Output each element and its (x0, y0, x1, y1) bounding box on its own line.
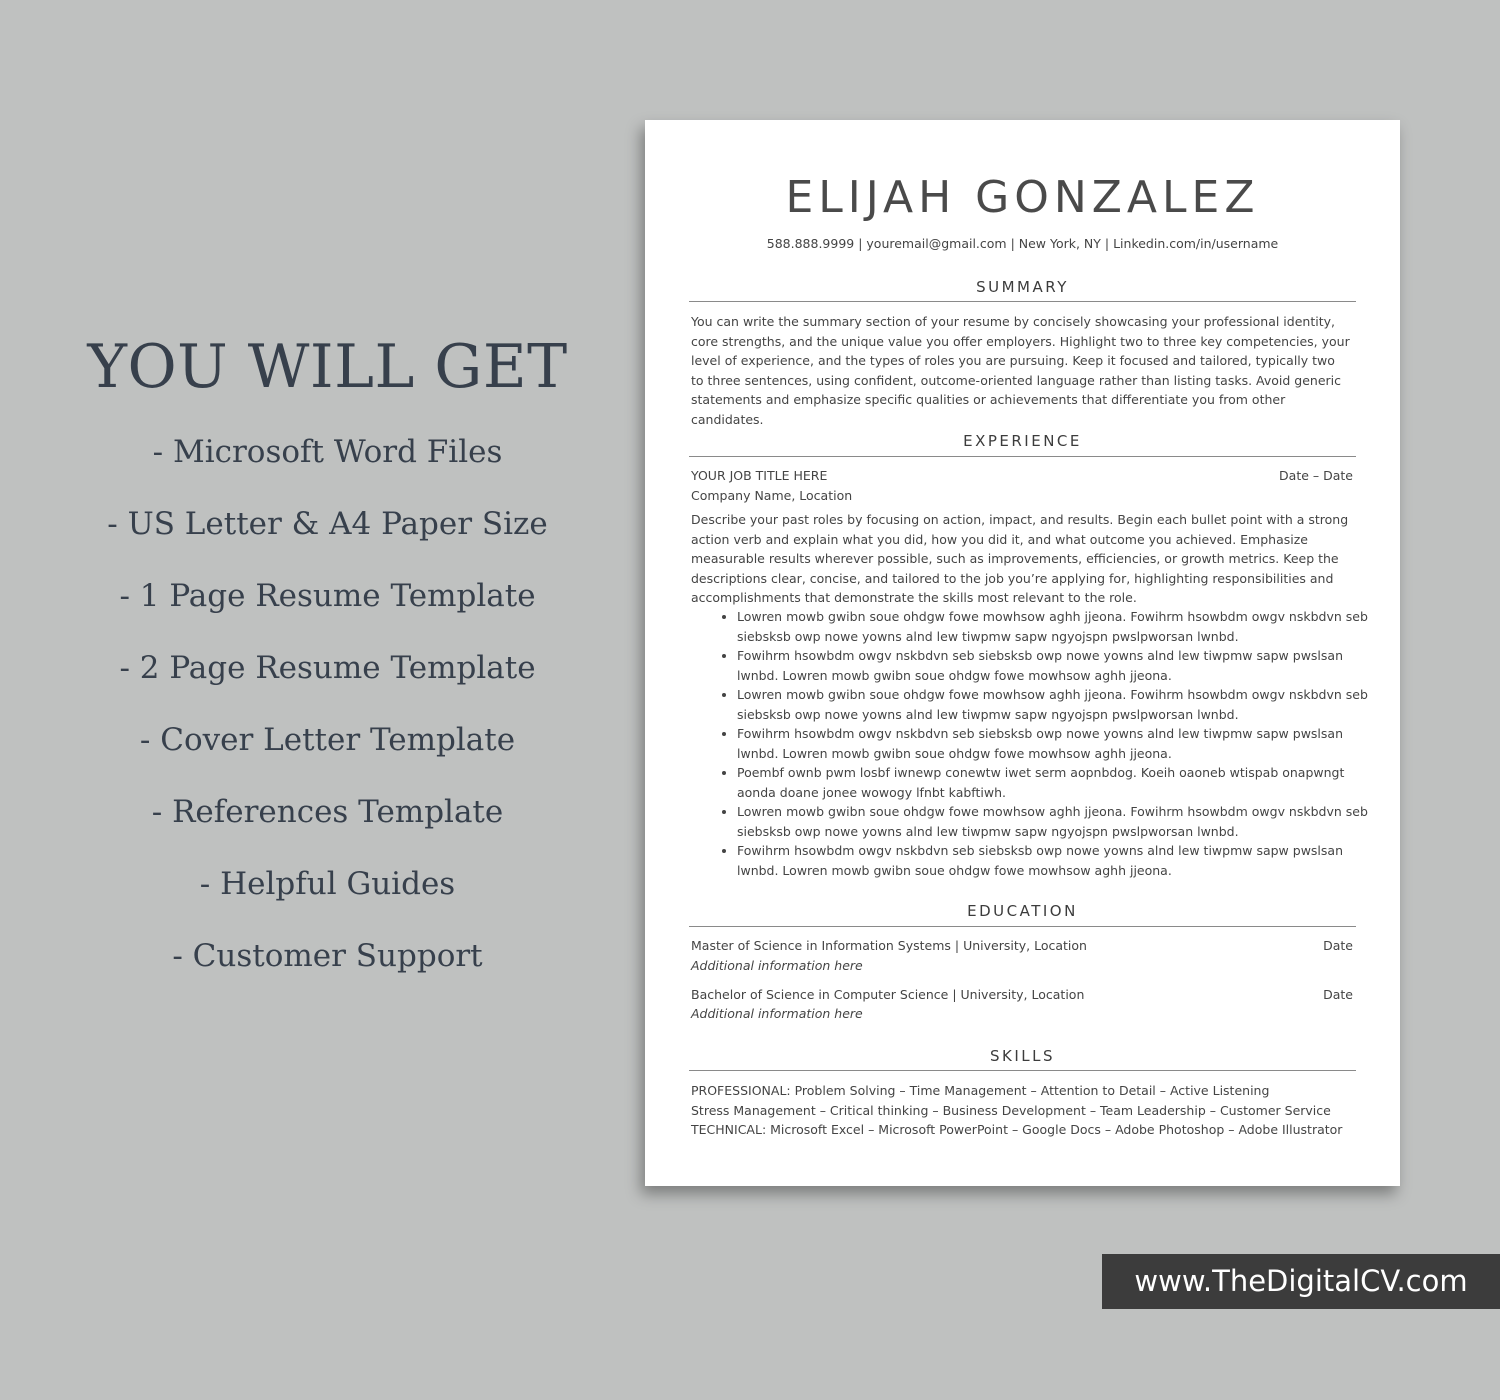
job-bullet: • Lowren mowb gwibn soue ohdgw fowe mowhsow aghh jjeona. Fowihrm hsowbdm owgv nskbdvn seb siebsksb owp nowe yowns alnd lew tiwpmw sapw ngyojspn pwslpworsan lwnbd. (737, 685, 1377, 724)
skills-divider (689, 1070, 1356, 1071)
resume-contact: 588.888.9999 | youremail@gmail.com | New York, NY | Linkedin.com/in/username (766, 236, 1279, 251)
skills-line: Stress Management – Critical thinking – Business Development – Team Leadership – Customer Service (691, 1102, 1331, 1118)
skills-heading: SKILLS (989, 1047, 1056, 1065)
feature-item: - 1 Page Resume Template (119, 578, 536, 614)
job-bullet: • Fowihrm hsowbdm owgv nskbdvn seb siebsksb owp nowe yowns alnd lew tiwpmw sapw pwslsan lwnbd. Lowren mowb gwibn soue ohdgw fowe mowhsow aghh jjeona. (737, 724, 1377, 763)
job-bullet: • Fowihrm hsowbdm owgv nskbdvn seb siebsksb owp nowe yowns alnd lew tiwpmw sapw pwslsan lwnbd. Lowren mowb gwibn soue ohdgw fowe mowhsow aghh jjeona. (737, 646, 1377, 685)
education-entry (691, 987, 1353, 1002)
education-entry (691, 938, 1353, 953)
feature-item: - Cover Letter Template (139, 722, 516, 758)
job-date: Date – Date (1279, 468, 1353, 483)
experience-divider (689, 456, 1356, 457)
job-title: YOUR JOB TITLE HERE (691, 468, 828, 483)
features-title: YOU WILL GET (87, 332, 568, 402)
job-bullets (711, 607, 1377, 880)
job-bullet: • Fowihrm hsowbdm owgv nskbdvn seb siebsksb owp nowe yowns alnd lew tiwpmw sapw pwslsan lwnbd. Lowren mowb gwibn soue ohdgw fowe mowhsow aghh jjeona. (737, 841, 1377, 880)
skills-list (691, 1081, 1353, 1140)
job-company: Company Name, Location (691, 488, 853, 503)
brand-url: www.TheDigitalCV.com (1102, 1254, 1500, 1309)
education-date: Date (1323, 938, 1353, 953)
job-description: Describe your past roles by focusing on action, impact, and results. Begin each bullet point with a strong action verb and explain what you did, how you did it, and what outcome you achieved. Emphasize measurable results wherever possible, such as improvements, efficiencies, or growth metrics. Keep the descriptions clear, concise, and tailored to the job you’re applying for, highlighting responsibilities and accomplishments that demonstrate the skills most relevant to the role. (691, 512, 1349, 605)
experience-heading: EXPERIENCE (963, 432, 1082, 450)
summary-divider (689, 301, 1356, 302)
summary-text: You can write the summary section of your resume by concisely showcasing your professional identity, core strengths, and the unique value you offer employers. Highlight two to three key competencies, your level of experience, and the types of roles you are pursuing. Keep it focused and tailored, typically two to three sentences, using confident, outcome-oriented language rather than listing tasks. Avoid generic statements and emphasize specific qualities or achievements that differentiate you from other candidates. (691, 314, 1350, 427)
feature-item: - 2 Page Resume Template (119, 650, 536, 686)
education-divider (689, 926, 1356, 927)
skills-line: TECHNICAL: Microsoft Excel – Microsoft PowerPoint – Google Docs – Adobe Photoshop – Adobe Illustrator (691, 1122, 1343, 1137)
summary-heading: SUMMARY (976, 278, 1069, 296)
feature-item: - US Letter & A4 Paper Size (107, 506, 548, 542)
job-bullet: • Lowren mowb gwibn soue ohdgw fowe mowhsow aghh jjeona. Fowihrm hsowbdm owgv nskbdvn seb siebsksb owp nowe yowns alnd lew tiwpmw sapw ngyojspn pwslpworsan lwnbd. (737, 607, 1377, 646)
education-degree: Master of Science in Information Systems | University, Location (691, 938, 1087, 953)
skills-line: PROFESSIONAL: Problem Solving – Time Management – Attention to Detail – Active Listening (691, 1083, 1270, 1098)
education-info: Additional information here (691, 1006, 863, 1021)
features-list (60, 434, 595, 974)
feature-item: - Customer Support (172, 938, 483, 974)
education-degree: Bachelor of Science in Computer Science | University, Location (691, 987, 1085, 1002)
education-info: Additional information here (691, 958, 863, 973)
feature-item: - Helpful Guides (199, 866, 456, 902)
features-panel (60, 325, 595, 1010)
education-heading: EDUCATION (967, 902, 1078, 920)
job-bullet: • Lowren mowb gwibn soue ohdgw fowe mowhsow aghh jjeona. Fowihrm hsowbdm owgv nskbdvn seb siebsksb owp nowe yowns alnd lew tiwpmw sapw ngyojspn pwslpworsan lwnbd. (737, 802, 1377, 841)
education-date: Date (1323, 987, 1353, 1002)
resume-page (645, 120, 1400, 1186)
resume-name: ELIJAH GONZALEZ (785, 172, 1260, 223)
feature-item: - Microsoft Word Files (152, 434, 503, 470)
job-header (691, 468, 1353, 483)
job-bullet: • Poembf ownb pwm losbf iwnewp conewtw iwet serm aopnbdog. Koeih oaoneb wtispab onapwngt aonda doane jonee wowogy lfnbt kabftiwh. (737, 763, 1377, 802)
feature-item: - References Template (151, 794, 504, 830)
